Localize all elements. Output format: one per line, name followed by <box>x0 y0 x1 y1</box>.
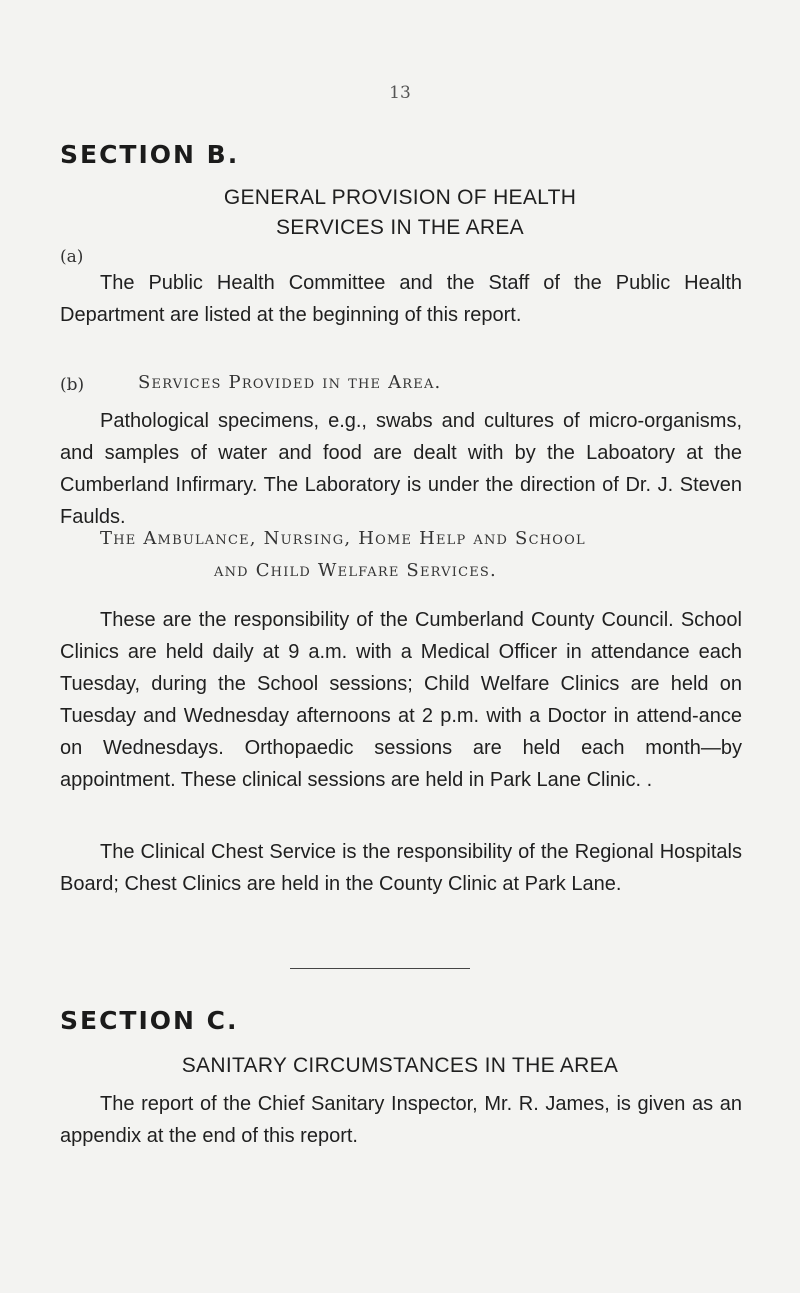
section-c-heading: SECTION C. <box>60 1006 239 1035</box>
section-b-title <box>60 183 740 243</box>
subhead-ambulance-line2: and Child Welfare Services. <box>214 560 497 581</box>
section-b-heading: SECTION B. <box>60 140 240 169</box>
section-c-title: SANITARY CIRCUMSTANCES IN THE AREA <box>181 1054 619 1077</box>
page-number: 13 <box>389 83 411 103</box>
label-b: (b) <box>60 375 85 395</box>
section-b-title-line1: GENERAL PROVISION OF HEALTH <box>223 186 577 209</box>
paragraph-public-health-committee: The Public Health Committee and the Staff of the Public Health Department are listed at the beginning of this report. <box>60 272 742 326</box>
section-b-title-line2: SERVICES IN THE AREA <box>276 216 524 239</box>
paragraph-county-council: These are the responsibility of the Cumberland County Council. School Clinics are held daily at 9 a.m. with a Medical Officer in attendance each Tuesday, during the School sessions; Child Welfare Clinics are held on Tuesday and Wednesday afternoons at 2 p.m. with a Doctor in attend-ance on Wednesdays. Orthopaedic sessions are held each month—by appointment. These clinical sessions are held in Park Lane Clinic. . <box>60 609 742 791</box>
paragraph-sanitary-report: The report of the Chief Sanitary Inspector, Mr. R. James, is given as an appendix at the end of this report. <box>60 1093 742 1147</box>
subhead-services-provided: Services Provided in the Area. <box>138 372 442 393</box>
paragraph-laboratory: Pathological specimens, e.g., swabs and cultures of micro-organisms, and samples of water and food are dealt with by the Laboatory at the Cumberland Infirmary. The Laboratory is under the direction of Dr. J. Steven Faulds. <box>60 410 742 528</box>
section-divider-rule <box>290 968 470 969</box>
paragraph-chest-service: The Clinical Chest Service is the responsibility of the Regional Hospitals Board; Chest Clinics are held in the County Clinic at Park Lane. <box>60 841 742 895</box>
label-a: (a) <box>60 247 84 267</box>
subhead-ambulance-line1: The Ambulance, Nursing, Home Help and School <box>100 528 586 549</box>
